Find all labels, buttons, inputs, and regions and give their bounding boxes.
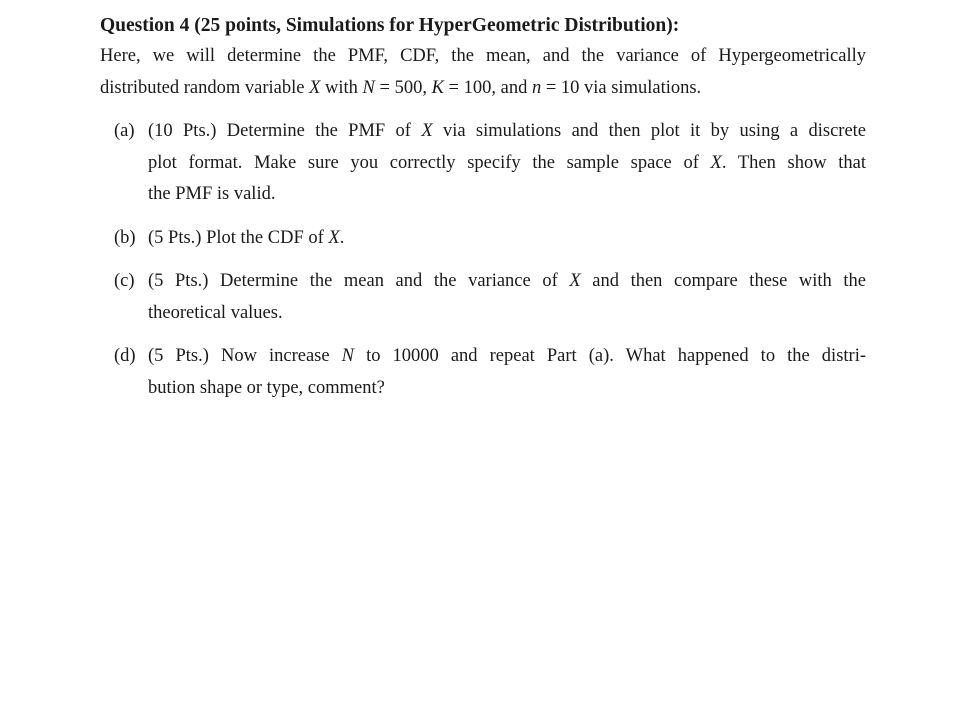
eq-N-text: = 500,: [374, 77, 432, 98]
subquestion-a-line-2: [148, 148, 866, 180]
subquestion-a-line-1: [148, 116, 866, 148]
subquestion-d-line-1: [148, 341, 866, 373]
math-var-x: X: [421, 121, 433, 141]
subquestion-c: [100, 266, 866, 329]
question-page: [100, 10, 866, 416]
subquestion-a-line-2-post: . Then show that: [721, 152, 866, 173]
subquestion-d: [100, 341, 866, 404]
subquestion-d-text-post: to 10000 and repeat Part (a). What happened to the distri-: [354, 346, 866, 366]
subquestion-marker: (a): [114, 121, 135, 141]
subquestion-b-text-post: .: [339, 227, 345, 248]
subquestion-a-line-3: the PMF is valid.: [148, 184, 276, 204]
math-var-n: n: [531, 77, 542, 98]
math-var-N: N: [341, 346, 354, 366]
subquestion-c-line-2: theoretical values.: [148, 302, 283, 323]
subquestion-d-line-2: bution shape or type, comment?: [148, 377, 385, 398]
subquestion-b-text-pre: (5 Pts.) Plot the CDF of: [148, 227, 329, 248]
math-var-K: K: [431, 77, 444, 98]
intro-with-text: with: [320, 77, 363, 98]
subquestion-c-text-post: and then compare these with the: [580, 271, 867, 291]
intro-line-2: [100, 73, 866, 105]
math-var-x: X: [309, 77, 321, 98]
eq-K-text: = 100, and: [443, 77, 532, 98]
subquestion-marker: (d): [114, 346, 136, 366]
math-var-x: X: [569, 271, 581, 291]
subquestion-c-text-pre: (5 Pts.) Determine the mean and the variance of: [148, 271, 570, 291]
subquestion-marker: (c): [114, 271, 135, 291]
subquestion-a-line-2-pre: plot format. Make sure you correctly specify the sample space of: [148, 152, 711, 173]
subquestion-marker: (b): [114, 227, 136, 248]
math-var-x: X: [710, 152, 722, 173]
subquestion-list: [100, 116, 866, 404]
math-var-x: X: [328, 227, 340, 248]
subquestion-a: [100, 116, 866, 211]
eq-n-text: = 10 via simulations.: [541, 77, 702, 98]
subquestion-d-text-pre: (5 Pts.) Now increase: [148, 346, 342, 366]
subquestion-a-text-post: via simulations and then plot it by using a discrete: [432, 121, 867, 141]
subquestion-b: [100, 223, 866, 255]
math-var-N: N: [362, 77, 375, 98]
intro-line-1: Here, we will determine the PMF, CDF, the mean, and the variance of Hypergeometrically: [100, 46, 866, 66]
question-intro: [100, 41, 866, 104]
question-heading: Question 4 (25 points, Simulations for HyperGeometric Distribution):: [100, 15, 680, 36]
subquestion-a-text-pre: (10 Pts.) Determine the PMF of: [148, 121, 422, 141]
intro-line-2-text: distributed random variable: [100, 77, 310, 98]
subquestion-b-line-1: [148, 223, 866, 255]
subquestion-c-line-1: [148, 266, 866, 298]
